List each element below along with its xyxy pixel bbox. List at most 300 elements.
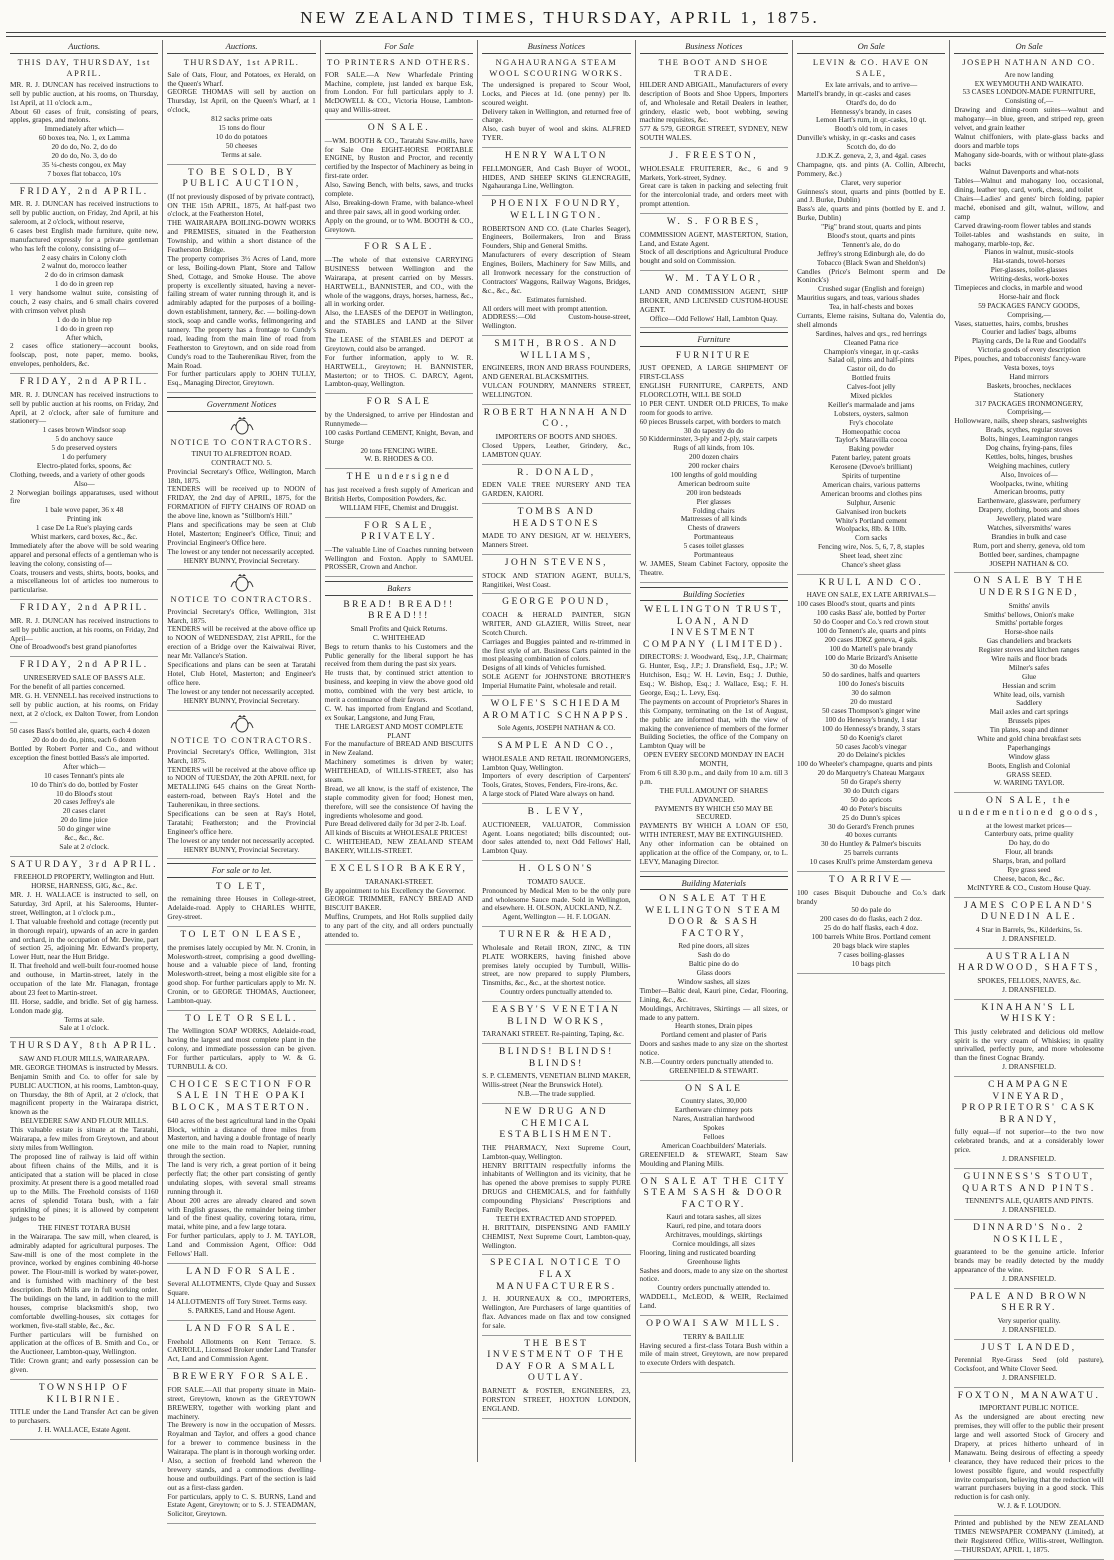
advertisement-line: 200 iron bedsteads [686,487,742,497]
advertisement-line: Pipes, pouches, and tobacconists' fancy-ware [954,354,1086,364]
advertisement-line: Horse-hair and flock [998,291,1060,301]
advertisement-line: THE FULL AMOUNT OF SHARES ADVANCED. [659,785,768,804]
advertisement-line: Plans and specifications may be seen at Club Hotel, Masterton; Engineer's Office, Tinui; and Provincial Engineer's Office here. [167,520,316,547]
advertisement-title: NEW DRUG AND CHEMICAL ESTABLISHMENT. [499,1107,614,1141]
advertisement-line: This justly celebrated and delicious old mellow spirit is the very cream of Whiskies; in quality unrivalled, perfectly pure, and more wholesome than the finest Cognac Brandy. [954,1026,1104,1063]
advertisement-line: WHOLESALE AND RETAIL IRONMONGERS, Lambton Quay, Wellington. [482,753,631,772]
masthead-rule-top [6,32,1106,33]
advertisement-title: ON SALE, the undermentioned goods, [958,796,1100,818]
advertisement-line: 100 do Jones's biscuits [837,679,905,689]
advertisement-line: TINUI TO ALFREDTON ROAD. [191,448,292,458]
advertisement-title: WELLINGTON TRUST, LOAN, AND INVESTMENT COMPANY (LIMITED). [643,605,785,650]
advertisement-line: American brooms and clothes pins [820,488,922,498]
advertisement-line: Comprising,— [1007,309,1051,319]
advertisement-block [325,123,473,239]
advertisement-line: 200 cases JDKZ geneva, 4 gals. [824,634,918,644]
advertisement-line: J. DRANSFIELD. [1002,1273,1056,1283]
advertisement-line: at the lowest market prices— [986,820,1072,830]
advertisement-line: HENRY BUNNY, Provincial Secretary. [183,844,300,854]
advertisement-block [482,864,630,927]
advertisement-title: H. OLSON'S [518,864,594,875]
advertisement-line: Coats, trousers and vests, shirts, boots, books, and a miscellaneous lot of articles too numerous to particularise. [10,567,159,595]
advertisement-block [10,187,158,375]
advertisement-line: Several ALLOTMENTS, Clyde Quay and Sussex Square. [167,1279,316,1298]
advertisement-block [482,1258,630,1335]
advertisement-line: Rugs of all kinds, from 10s. [673,443,755,453]
column-heading: Auctions. [167,40,315,54]
advertisement-line: J. DRANSFIELD. [1002,1154,1056,1164]
advertisement-block [482,468,630,504]
advertisement-line: Bread, we all know, is the staff of existence, The staple commodity given for food; Honest men, therefore, will see the consistence Of having the ingredients wholesome and good. [324,783,474,820]
advertisement-line: He trusts that, by continued strict attention to business, and keeping in view the above good old motto, combined with the very best article, to merit a continuance of their favors. [324,668,474,705]
advertisement-line: Woolpacks, twine, whiting [990,478,1069,488]
advertisement-block [482,339,630,405]
advertisement-line: ON THE 15th APRIL, 1875, At half-past two o'clock, at the Featherston Hotel, [167,200,316,219]
advertisement-line: Also, Invoices of— [1000,469,1058,479]
advertisement-line: Chance's sheet glass [841,559,901,569]
advertisement-line: 20 do lime juice [60,815,108,825]
advertisement-block [482,199,630,336]
advertisement-line: DIRECTORS: J. Woodward, Esq., J.P., Chairman; G. Hunter, Esq., J.P.; J. Dransfield, Esq., J.P.; W. Hutchison, Esq.; W. H. Levin, Esq.; J. Duthie, Esq.; W. Bishop, Esq.; J. Wallace, Esq.; F. H. George, Esq.; L. Levy, Esq. [639,652,788,697]
advertisement-line: FELLMONGER, And Cash Buyer of WOOL, HIDES, AND SHEEP SKINS GLENCRAGIE, Ngahauranga Line, Wellington. [482,163,631,191]
advertisement-line: MR. R. J. DUNCAN has received instructions to sell by public auction, at his rooms, on Friday, 2nd April— [10,615,159,643]
advertisement-line: Mahogany side-boards, with or without plate-glass backs [954,149,1104,168]
advertisement-line: Also, Breaking-down Frame, with balance-wheel and three pair saws, all in good working order. [324,197,474,216]
advertisement-line: 812 sacks prime oats [211,114,273,124]
advertisement-line: GEORGE TRIMMER, FANCY BREAD AND BISCUIT BAKER. [324,894,474,913]
advertisement-line: THE FINEST TOTARA BUSH [38,1222,131,1232]
advertisement-line: TARANAKI-STREET. [364,876,433,886]
advertisement-line: W. B. RHODES & CO. [364,454,434,464]
advertisement-line: ADDRESS:—Old Custom-house-street, Wellington. [482,312,631,331]
advertisement-line: Paperhangings [1007,742,1051,752]
advertisement-title: THURSDAY, 1st APRIL. [183,58,300,68]
advertisement-title: LAND FOR SALE. [186,1324,297,1335]
advertisement-line: TERRY & BAILLIE [683,1331,745,1341]
advertisement-line: Kerosene (Devoe's brilliant) [829,462,913,472]
advertisement-line: TEETH EXTRACTED AND STOPPED. [496,1213,617,1223]
advertisement-line: Clothing, tweeds, and a variety of other goods [10,469,145,479]
column-5 [636,40,793,1462]
advertisement-line: Sale at 2 o'clock. [59,841,109,851]
advertisement-line: VULCAN FOUNDRY, MANNERS STREET, WELLINGTON. [482,381,631,400]
advertisement-block [482,408,630,465]
advertisement-line: 10 PER CENT. UNDER OLD PRICES, To make room for goods to arrive. [639,398,788,417]
advertisement-line: MR. R. J. DUNCAN has received instructions to sell by public auction, on Friday, 2nd April, at his saleroom, at 2 o'clock, without reserve, [10,199,159,227]
advertisement-line: GEORGE THOMAS will sell by auction on Thursday, 1st April, on the Queen's Wharf, at 1 o'clock, [167,87,316,115]
advertisement-title: JAMES COPELAND'S DUNEDIN ALE. [963,900,1095,923]
advertisement-line: The LEASE of the STABLES and DEPOT at Greytown, could also be arranged. [324,335,474,353]
advertisement-line: Otard's do, do do [846,97,897,107]
advertisement-line: SAW AND FLOUR MILLS, WAIRARAPA. [19,1053,150,1063]
advertisement-line: Jewellery, plated ware [996,514,1062,524]
column-heading: For Sale [325,40,473,54]
advertisement-line: TENDERS will be received up to NOON of FRIDAY, the 2nd day of APRIL, 1875, for the FORMATION of FIFTY CHAINS OF ROAD on the above line, known as "Stillborn's Hill." [167,484,316,521]
advertisement-line: Playing cards, De la Rue and Goodall's [971,336,1087,346]
advertisement-line: Homeopathic cocoa [842,426,901,436]
advertisement-line: THE PHARMACY, Next Supreme Court, Lambton-quay, Wellington. [482,1142,631,1161]
advertisement-line: 100 do Hennessy's brandy, 3 stars [821,723,921,733]
advertisement-title: SPECIAL NOTICE TO FLAX MANUFACTURERS. [490,1258,623,1292]
advertisement-line: STOCK AND STATION AGENT, BULL'S, Rangitikei, West Coast. [482,570,631,589]
advertisement-line: Baltic pine do do [688,959,739,969]
advertisement-line: Drapery, clothing, boots and shoes [978,505,1080,515]
advertisement-line: Taylor's Maravilla cocoa [835,435,908,445]
advertisement-line: Bolts, hinges, Leamington ranges [980,434,1078,444]
advertisement-line: Wire nails and floor brads [991,653,1067,663]
advertisement-line: All orders will meet with prompt attention. [482,303,608,313]
advertisement-line: UNRESERVED SALE OF BASS'S ALE. [23,672,146,682]
advertisement-block [640,58,788,148]
advertisement-line: Sole Agents, JOSEPH NATHAN & CO. [497,723,616,733]
advertisement-line: 200 rocker chairs [688,461,740,471]
advertisement-block [167,1014,315,1077]
advertisement-line: Mouldings, Architraves, Skirtings — all sizes, or made to any pattern. [639,1003,788,1022]
advertisement-block [167,1324,315,1369]
advertisement-line: Carriages and Buggies painted and re-trimmed in the first style of art. Business Carts painted in the most pleasing combination of colors. [482,636,631,664]
advertisement-line: 1 case De La Rue's playing cards [35,523,133,533]
advertisement-line: S. P. CLEMENTS, VENETIAN BLIND MAKER, Willis-street (Near the Brunswick Hotel). [482,1071,631,1090]
advertisement-line: Provincial Secretary's Office, Wellington, March 18th, 1875. [167,466,316,485]
advertisement-line: Office—Odd Fellows' Hall, Lambton Quay. [649,313,778,323]
advertisement-line: Estimates furnished. [526,294,587,304]
advertisement-title: PHOENIX FOUNDRY, WELLINGTON. [491,199,622,221]
advertisement-title: EASBY'S VENETIAN BLIND WORKS, [492,1005,621,1027]
advertisement-line: Tennent's ale, do do [842,239,901,249]
advertisement-line: The lowest or any tender not necessarily accepted. [167,835,315,845]
advertisement-line: Sheet lead, sheet zinc [839,551,903,561]
advertisement-block [954,1343,1103,1388]
advertisement-line: Perennial Rye-Grass Seed (old pasture), Cocksfoot, and White Clover Seed. [954,1355,1104,1374]
advertisement-line: 640 acres of the best agricultural land in the Opaki Block, within a distance of three miles from Masterton, and having a double frontage of nearly one mile to the main road to Napier, running through the section. [167,1115,316,1161]
advertisement-line: Pier glasses [696,496,731,506]
advertisement-line: Walnut chiffoniers, with plate-glass backs and doors and marble tops [954,131,1104,150]
advertisement-line: PAYMENTS BY WHICH £50 MAY BE SECURED. [654,803,773,822]
advertisement-line: Gas chandeliers and brackets [986,636,1072,646]
advertisement-line: C. W. has imported from England and Scotland, ex Soukar, Langstone, and Jung Frau, [324,703,474,722]
advertisement-line: Bottled beer, sardines, champagne [979,549,1080,559]
advertisement-line: The payments on account of Proprietor's Shares in this Company, terminating on the 1st of August, the public are informed that, with the view of making the convenience of members of the former Building Societies, the office of the Company on Lambton Quay will be [639,696,788,751]
advertisement-line: ENGINEERS, IRON AND BRASS FOUNDERS, AND GENERAL BLACKSMITHS. [482,363,631,382]
advertisement-line: About 200 acres are already cleared and sown with English grasses, the remainder being timber land of the finest quality, covering totara, rimu, matai, white pine, and a few large totara. [167,1195,316,1232]
advertisement-block [10,377,158,600]
advertisement-line: MR. G. H. VENNELL has received instructions to sell by public auction, at his rooms, on Friday next, at 2 o'clock, ex Dalton Tower, from London— [10,690,159,727]
advertisement-block [640,1084,788,1174]
advertisement-line: Spokes [703,1123,725,1133]
advertisement-block [482,597,630,696]
advertisement-line: Doors and sashes made to any size on the shortest notice. [639,1039,788,1058]
advertisement-line: W. WARING TAYLOR. [993,778,1065,788]
advertisement-title: B. LEVY, [527,807,586,818]
advertisement-line: guaranteed to be the genuine article. Inferior brands may be readily detected by the muddy appearance of the wine. [954,1247,1104,1274]
advertisement-block [640,151,788,214]
advertisement-title: THE BEST INVESTMENT OF THE DAY FOR A SMALL OUTLAY. [487,1338,626,1384]
advertisement-line: Sale at 1 o'clock. [59,1023,109,1033]
advertisement-line: 100 do Martell's pale brandy [829,643,913,653]
advertisement-line: Provincial Secretary's Office, Wellington, 31st March, 1875. [167,746,316,765]
advertisement-line: Baking powder [848,444,894,454]
advertisement-block [954,1292,1103,1340]
advertisement-line: 60 pieces Brussels carpet, with borders to match [639,416,781,426]
advertisement-line: 20 do Marquetry's Chateau Margaux [817,768,925,778]
advertisement-title: HENRY WALTON [504,151,608,162]
advertisement-title: FRIDAY, 2nd APRIL. [19,186,149,197]
advertisement-line: Comprising,— [1007,407,1051,417]
advertisement-line: 2 cases office stationery—account books, foolscap, post, note paper, memo. books, envelopes, penholders, &c. [10,341,159,369]
advertisement-line: HENRY BUNNY, Provincial Secretary. [183,555,300,565]
advertisement-line: 35 ¼-chests congou, ex May [42,159,127,169]
advertisement-line: HENRY BUNNY, Provincial Secretary. [183,695,300,705]
advertisement-line: Hearth stones, Drain pipes [675,1021,753,1031]
advertisement-line: Hennessy's brandy, in cases [830,106,912,116]
advertisement-line: Pure Bread delivered daily for 3d per 2-lb. Loaf. [324,819,467,829]
advertisement-block [954,796,1103,897]
advertisement-line: Small Profits and Quick Returns. [350,623,448,633]
advertisement-line: Pronounced by Medical Men to be the only pure and wholesome Sauce made. Sold in Wellington, and elsewhere. H. OLSON, AUCKLAND, N.Z. [482,885,631,913]
advertisement-line: 10 do do potatoes [215,131,268,141]
advertisement-title: TURNER & HEAD, [499,930,614,941]
advertisement-block [797,875,945,974]
advertisement-line: 100 do Marie Brizard's Anisette [824,652,918,662]
advertisement-title: ON SALE AT THE WELLINGTON STEAM DOOR & SASH FACTORY, [645,894,783,939]
advertisement-title: SAMPLE AND CO., [497,741,616,752]
advertisement-line: Corn sacks [855,533,888,543]
advertisement-line: J. DRANSFIELD. [1002,1062,1056,1072]
advertisement-line: Mail axles and cart springs [989,707,1069,717]
advertisement-line: EX WEYMOUTH AND WAIKATO. [974,78,1084,88]
advertisement-line: A large stock of Plated Ware always on hand. [482,789,615,799]
advertisement-line: 10 cases Tennant's pints ale [44,770,125,780]
advertisement-line: Whist markers, card boxes, &c., &c. [30,531,138,541]
advertisement-line: J. DRANSFIELD. [1002,933,1056,943]
advertisement-block [10,603,158,657]
advertisement-line: Cornice mouldings, all sizes [672,1238,756,1248]
advertisement-title: ON SALE [685,1083,743,1094]
advertisement-line: (If not previously disposed of by private contract), [167,191,315,201]
advertisement-line: I. That valuable freehold and cottage (recently put in thorough repair), upwards of an acre in garden and orchard, in the occupation of Mr. Devine, part of section 25, adjoining Mr. Edward's property, Lower Hutt, near the Hutt Bridge. [10,916,159,962]
advertisement-title: TOMBS AND HEADSTONES [512,507,600,529]
advertisement-line: Consisting of,— [1004,96,1054,106]
advertisement-block [482,930,630,1002]
advertisement-block [954,1172,1103,1220]
advertisement-line: Horse-shoe nails [1004,627,1054,637]
advertisement-line: 100 cases Blood's stout, quarts and pints [796,599,915,609]
advertisement-line: 2 do do in crimson damask [44,270,124,280]
advertisement-line: Pier-glasses, toilet-glasses [990,265,1068,275]
column-heading: On Sale [954,40,1103,54]
advertisement-line: BELVEDERE SAW AND FLOUR MILLS. [20,1116,149,1126]
advertisement-line: ROBERTSON AND CO. (Late Charles Seager), Engineers, Boilermakers, Iron and Brass Founders, Ship and General Smiths. [482,223,631,251]
advertisement-title: THIS DAY, THURSDAY, 1st APRIL. [17,58,151,78]
advertisement-line: 50 cases Bass's bottled ale, quarts, each 4 dozen [10,726,150,736]
advertisement-line: Register stoves and kitchen ranges [978,645,1080,655]
masthead-title: NEW ZEALAND TIMES, THURSDAY, APRIL 1, 1875. [300,8,820,27]
advertisement-line: Specifications and plans can be seen at Taratahi Hotel, Club Hotel, Masterton; and Engineer's office here. [167,660,316,687]
advertisement-line: fully equal—if not superior—to the two now celebrated brands, and at a considerably lower price. [954,1127,1104,1155]
column-heading: Business Notices [482,40,630,54]
advertisement-block [325,600,473,861]
advertisement-line: For particulars, apply to C. S. BURNS, Land and Estate Agent, Greytown; or to S. J. STEADMAN, Solicitor, Greytown. [167,1491,316,1519]
advertisement-line: J. H. JOURNEAUX & CO., IMPORTERS, Wellington, Are Purchasers of large quantities of flax. Advances made on flax and tow consigned for sale. [482,1294,631,1330]
advertisement-line: Are now landing [1004,69,1054,79]
advertisement-line: 1 bale wove paper, 36 x 48 [44,505,124,515]
advertisement-title: GUINNESS'S STOUT, QUARTS AND PINTS. [962,1171,1096,1194]
advertisement-line: For the benefit of all parties concerned. [10,681,125,691]
section-heading: Bakers [325,581,473,595]
advertisement-line: 100 cases Bisquit Dubouche and Co.'s dark brandy [796,887,946,906]
advertisement-block [482,507,630,555]
advertisement-line: 60 boxes tea, No. 1, ex Lamma [38,133,130,143]
advertisement-title: SATURDAY, 3rd APRIL. [10,859,159,870]
advertisement-line: the premises lately occupied by Mr. N. Cronin, in Molesworth-street, comprising a good dwelling-house and a valuable piece of land, fronting Molesworth-street, being a most eligible site for a good shop. For further particulars apply to Mr. N. Cronin, or to GEORGE THOMAS, Auctioneer, Lambton-quay. [167,942,316,1005]
advertisement-line: The Wellington SOAP WORKS, Adelaide-road, having the largest and most complete plant in the colony, and immediate possession can be given. For further particulars, apply to W. & G. TURNBULL & CO. [167,1026,316,1071]
advertisement-line: White lead, oils, varnish [993,689,1065,699]
advertisement-line: Writing-desks, work-boxes [989,274,1069,284]
advertisement-block [10,860,158,1039]
advertisement-line: Electro-plated forks, spoons, &c [36,460,132,470]
advertisement-line: W. J. & F. LOUDON. [997,1501,1061,1511]
advertisement-line: Kauri and totara sashes, all sizes [666,1212,762,1222]
advertisement-block [325,242,473,394]
advertisement-line: Manufacturers of every description of Steam Engines, Boilers, Machinery for Saw Mills, and all Ironwork necessary for the construction of Contractors' Waggons, Railway Wagons, Bridges, &c., &c., &c. [482,250,631,295]
advertisement-line: 25 barrels currants [843,848,899,858]
advertisement-line: SPOKES, FELLOES, NAVES, &c. [977,975,1081,985]
advertisement-line: Delivery taken in Wellington, and returned free of charge. [482,106,631,125]
advertisement-line: THE WAIRARAPA BOILING-DOWN WORKS and PREMISES, situated in the Featherston Township, and within a short distance of the Featherston Bridge. [167,218,316,255]
column-3 [321,40,478,1462]
advertisement-line: The lowest or any tender not necessarily accepted. [167,686,315,696]
royal-crest-icon [227,573,257,593]
masthead-rule-bottom [6,36,1106,37]
advertisement-line: For further information, apply to W. R. HARTWELL, Greytown; H. BANNISTER, Masterton; or to THOS. C. DARCY, Agent, Lambton-quay, Wellington. [324,352,474,389]
newspaper-columns [6,40,1108,1554]
advertisement-line: 5 do preserved oysters [51,443,117,453]
advertisement-line: J. DRANSFIELD. [1002,1205,1056,1215]
advertisement-block [954,1003,1103,1078]
advertisement-line: HENRY BRITTAIN respectfully informs the inhabitants of Wellington and its vicinity, that he has opened the above premises to supply PURE DRUGS and CHEMICALS, and for faithfully compounding Physicians' Prescriptions and Family Recipes. [482,1160,631,1214]
advertisement-line: WHOLESALE FRUITERER, &c., 6 and 9 Markets, York-street, Sydney. [639,163,788,182]
advertisement-line: J. H. WALLACE, Estate Agent. [37,1424,131,1434]
advertisement-block [482,1047,630,1104]
advertisement-title: ROBERT HANNAH AND CO., [483,407,629,430]
advertisement-line: American bedroom suite [677,478,750,488]
advertisement-line: Provincial Secretary's Office, Wellington, 31st March, 1875. [167,606,316,625]
advertisement-line: Fry's chocolate [849,417,894,427]
advertisement-line: C. WHITEHEAD, NEW ZEALAND STEAM BAKERY, WILLIS-STREET. [324,837,474,856]
advertisement-line: 50 cases Jacob's vinegar [835,741,907,751]
advertisement-line: 20 cases Jeffrey's ale [53,797,115,807]
advertisement-line: Jeffrey's strong Edinburgh ale, do do [817,248,925,258]
advertisement-line: Carved drawing-room flower tables and stands [954,220,1092,230]
advertisement-title: FOR SALE, PRIVATELY. [361,520,437,543]
advertisement-line: 1 do do in green rep [54,279,114,289]
advertisement-line: GREENFIELD & STEWART. [669,1065,759,1075]
advertisement-line: 50 do pale do [851,905,891,915]
advertisement-line: 100 do Henessy's brandy, 1 star [825,714,918,724]
advertisement-line: Claret, very superior [841,177,902,187]
advertisement-line: 100 do Tennent's ale, quarts and pints [816,625,926,635]
advertisement-block [482,151,630,196]
advertisement-line: For further particulars, apply to J. M. TAYLOR, Land and Commission Agent, Office: Odd Fellows' Hall. [167,1231,316,1258]
advertisement-block [797,578,945,872]
advertisement-line: Smiths' portable forges [995,618,1063,628]
advertisement-line: Drawing and dining-room suites—walnut and mahogany—in blue, green, and striped rep, green velvet, and grain leather [954,105,1104,132]
advertisement-line: Ex late arrivals, and to arrive— [825,79,918,89]
advertisement-title: FOR SALE [366,397,432,408]
advertisement-title: DINNARD'S No. 2 NOSKILLE, [973,1222,1085,1245]
advertisement-title: SMITH, BROS. AND WILLIAMS, [494,339,619,361]
advertisement-block [167,930,315,1011]
advertisement-line: Flooring, lining and rusticated boarding [639,1247,756,1257]
advertisement-line: Blood's stout, quarts and pints [827,231,916,240]
advertisement-title: ON SALE. [367,123,431,134]
advertisement-line: FREEHOLD PROPERTY, Wellington and Hutt. [13,872,155,882]
advertisement-title: FOXTON, MANAWATU. [957,1390,1101,1401]
advertisement-line: III. Horse, saddle, and bridle. Set of gig harness. London made gig. [10,996,159,1015]
advertisement-line: has just received a fresh supply of American and British Herbs, Composition Powders, &c. [324,484,474,503]
advertisement-block [325,58,473,120]
advertisement-title: TO LET, [215,881,268,892]
advertisement-line: THE LARGEST AND MOST COMPLETE PLANT [334,721,464,740]
advertisement-line: 50 do ginger wine [57,824,111,834]
advertisement-line: Smiths' bellows, Onion's make [984,609,1074,619]
advertisement-block [640,274,788,328]
section-heading: Building Materials [640,876,788,890]
advertisement-block [797,58,945,574]
advertisement-line: TITLE under the Land Transfer Act can be given to purchasers. [10,1407,159,1426]
advertisement-line: After which— [63,761,106,771]
advertisement-line: 40 boxes currants [845,830,897,840]
advertisement-title: NGAHAURANGA STEAM WOOL SCOURING WORKS. [489,58,624,78]
advertisement-line: Vases, statuettes, hairs, combs, brushes [954,318,1069,328]
advertisement-block [640,351,788,583]
advertisement-line: Walnut Davenports and what-nots [979,167,1079,177]
section-heading: Government Notices [167,397,315,411]
advertisement-line: 50 cases Thompson's ginger wine [822,706,921,715]
advertisement-line: Window glass [1008,751,1050,761]
advertisement-title: KINAHAN'S LL WHISKY: [981,1002,1077,1025]
advertisement-line: N.B.—Country orders punctually attended to. [639,1057,774,1067]
advertisement-line: Brandies in bulk and case [991,531,1067,541]
advertisement-line: Folding chairs [692,505,735,515]
advertisement-line: 100 casks Portland CEMENT, Knight, Bevan, and Sturge [324,427,474,446]
advertisement-line: 15 tons do flour [218,122,265,132]
advertisement-line: Kauri, red pine, and totara doors [666,1221,762,1231]
advertisement-line: Printed and published by the NEW ZEALAND TIMES NEWSPAPER COMPANY (Limited), at their Registered Office, Willis-street, Wellington.—THURSDAY, APRIL 1, 1875. [954,1518,1104,1554]
advertisement-line: The proposed line of railway is laid off within about fifteen chains of the Mills, and it is anticipated that a station will be placed in close proximity. At present there is a good metalled road up to the Mills. The Freehold consists of 1160 acres of splendid Totara bush, with a fair sprinkling of pines; it is allowed by competent judges to be [10,1151,159,1223]
advertisement-line: IMPORTERS OF BOOTS AND SHOES. [495,432,618,442]
advertisement-line: 50 cheeses [225,140,258,150]
advertisement-line: Castor oil, do do [846,364,896,374]
advertisement-line: Scotch do, do do [846,142,896,152]
advertisement-line: Spirits of turpentine [841,471,901,481]
advertisement-line: COMMISSION AGENT, MASTERTON, Station, Land, and Estate Agent. [639,229,788,248]
advertisement-title: FRIDAY, 2nd APRIL. [19,377,149,388]
advertisement-title: JOSEPH NATHAN AND CO. [962,58,1096,68]
advertisement-line: MR. R. J. DUNCAN has received instructions to sell by public auction at his rooms, on Friday, 2nd April, at 2 o'clock, after sale of furniture and stationery— [10,389,159,426]
advertisement-title: TO LET OR SELL. [185,1013,298,1024]
advertisement-line: Stationery [1014,389,1045,399]
advertisement-line: Tobacco (Black Swan and Sheldon's) [816,257,926,267]
advertisement-line: Saddlery [1016,698,1043,708]
advertisement-block [954,1223,1103,1289]
advertisement-line: Earthenware, glassware, perfumery [977,496,1081,506]
advertisement-line: Booth's old tom, in cases [834,124,908,134]
advertisement-line: Patent barley, patent groats [831,453,911,463]
advertisement-line: COACH & HERALD PAINTER, SIGN WRITER, AND GLAZIER, Willis Street, near Scotch Church. [482,609,631,637]
advertisement-line: WADDELL, McLEOD, & WEIR, Reclaimed Land. [639,1292,788,1311]
advertisement-line: Sharps, bran, and pollard [992,856,1066,866]
